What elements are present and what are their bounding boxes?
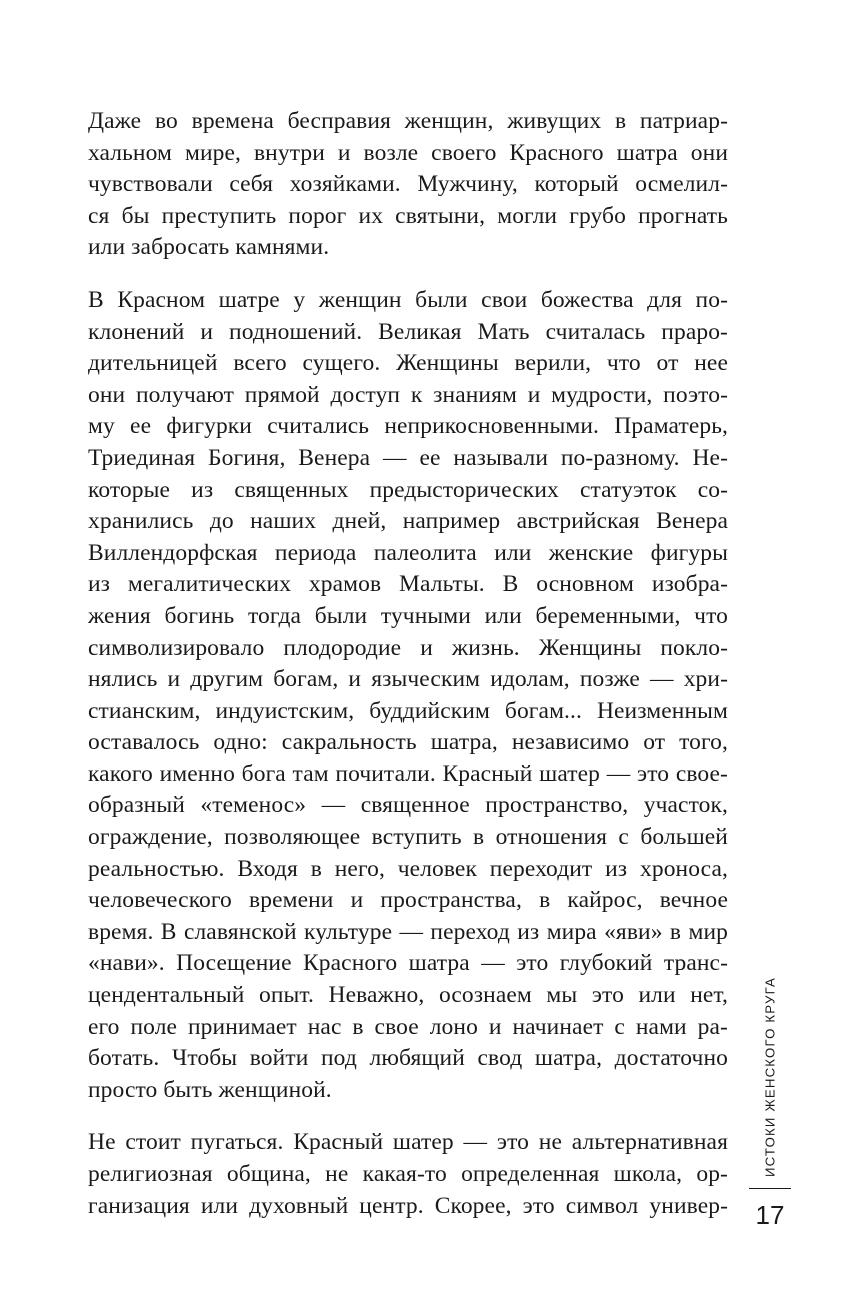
text-line: му ее фигурки считались неприкосновенными. Праматерь,: [88, 413, 728, 440]
running-head: [736, 976, 804, 1178]
text-line: Не стоит пугаться. Красный шатер — это не альтернативная: [88, 1129, 728, 1156]
text-line: Триединая Богиня, Венера — ее называли по-разному. Не-: [88, 444, 728, 471]
text-line: ганизация или духовный центр. Скорее, это символ универ-: [88, 1192, 728, 1219]
text-line: стианским, индуистским, буддийским богам... Неизменным: [88, 697, 728, 724]
text-line: время. В славянской культуре — переход из мира «яви» в мир: [88, 918, 728, 945]
text-line: В Красном шатре у женщин были свои божества для по-: [88, 286, 728, 313]
text-line: они получают прямой доступ к знаниям и мудрости, поэто-: [88, 381, 728, 408]
text-line: его поле принимает нас в свое лоно и начинает с нами ра-: [88, 1013, 728, 1040]
text-line: просто быть женщиной.: [88, 1076, 332, 1103]
text-line: хранились до наших дней, например австрийская Венера: [88, 508, 728, 535]
text-line: жения богинь тогда были тучными или беременными, что: [88, 602, 728, 629]
text-line: символизировало плодородие и жизнь. Женщины покло-: [88, 634, 728, 661]
text-line: которые из священных предысторических статуэток со-: [88, 476, 728, 503]
text-line: религиозная община, не какая-то определенная школа, ор-: [88, 1161, 728, 1187]
text-line: ся бы преступить порог их святыни, могли грубо прогнать: [88, 202, 728, 229]
text-line: оставалось одно: сакральность шатра, независимо от того,: [88, 729, 728, 756]
text-line: какого именно бога там почитали. Красный шатер — это свое-: [88, 760, 728, 787]
text-line: или забросать камнями.: [88, 234, 330, 261]
text-line: образный «теменос» — священное пространство, участок,: [88, 792, 728, 819]
text-line: клонений и подношений. Великая Мать считалась прaро-: [88, 318, 728, 345]
text-line: дительницей всего сущего. Женщины верили, что от нее: [88, 350, 728, 377]
page-number: 17: [755, 1200, 785, 1230]
text-line: «нави». Посещение Красного шатра — это глубокий транс-: [88, 950, 728, 977]
text-line: ботать. Чтобы войти под любящий свод шатра, достаточно: [88, 1045, 728, 1072]
page-number-divider: [749, 1188, 791, 1189]
paragraph-1: [88, 106, 728, 264]
text-line: хальном мире, внутри и возле своего Красного шатра они: [88, 139, 728, 166]
text-line: Даже во времена бесправия женщин, живущих в патриар-: [88, 108, 728, 134]
body-text: [88, 106, 728, 1222]
text-line: из мегалитических храмов Мальты. В основном изобра-: [88, 571, 728, 598]
text-line: ограждение, позволяющее вступить в отношения с большей: [88, 824, 728, 851]
text-line: нялись и другим богам, и языческим идолам, позже — хри-: [88, 666, 728, 693]
running-head-text: ИСТОКИ ЖЕНСКОГО КРУГА: [762, 976, 778, 1178]
text-line: чувствовали себя хозяйками. Мужчину, который осмелил-: [88, 171, 728, 198]
text-line: цендентальный опыт. Неважно, осознаем мы это или нет,: [88, 982, 728, 1009]
text-line: человеческого времени и пространства, в кайрос, вечное: [88, 887, 728, 914]
text-line: реальностью. Входя в него, человек переходит из хроноса,: [88, 855, 728, 882]
paragraph-3: [88, 1127, 728, 1222]
paragraph-2: [88, 285, 728, 1106]
text-line: Виллендорфская периода палеолита или женские фигуры: [88, 539, 728, 566]
